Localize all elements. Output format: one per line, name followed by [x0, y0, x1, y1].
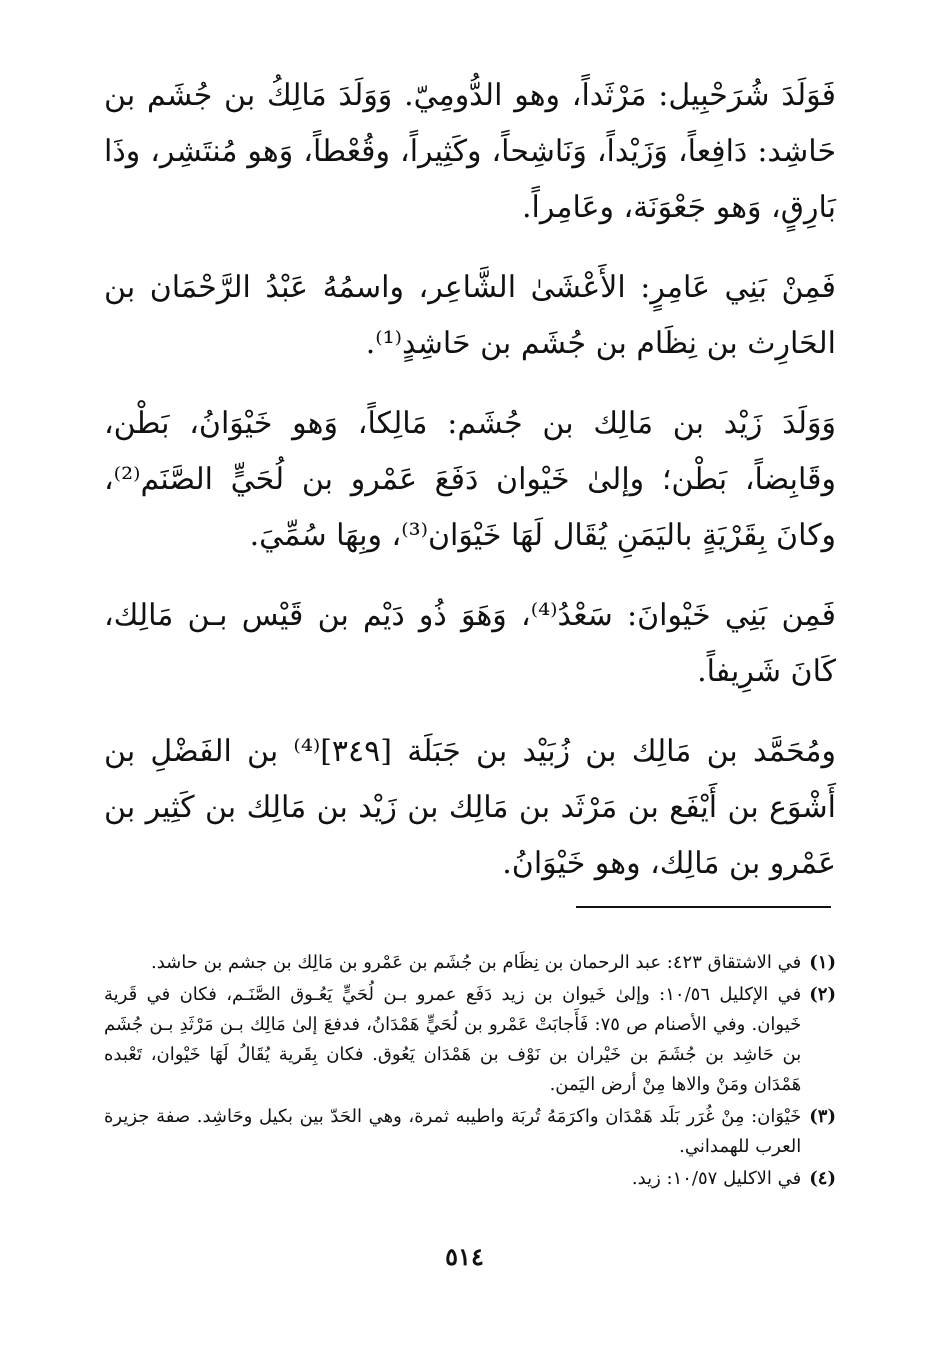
footnote-text: في الاشتقاق ٤٢٣: عبد الرحمان بن نِظَام بن جُشَم بن عَمْرو بن مَالِك بن جشم بن حاشد. — [151, 952, 802, 973]
main-text — [104, 68, 836, 892]
footnote-text: في الإكليل ١٠/٥٦: وإلىٰ خَيوان بن زيد دَفَع عمرو بـن لُحَيٍّ يَعُـوق الصَّنَـم، فكان في قَرية خَيوان. وفي الأصنام ص ٧٥: فَأَجابَتْ عَمْرو بن لُحَيٍّ هَمْدَانُ، فدفعَ إلىٰ مَالِك بـن مَرْثَدِ بـن جُشَم بن حَاشِد بن جُشَمَ بن خَيْران بن نَوْف بن هَمْدَان يَعُوق. فكان بِقَرية يُقَالُ لَهَا خَيْوان، تَعْبده هَمْدَان ومَنْ والاها مِنْ أرض اليَمن. — [104, 984, 802, 1095]
footnote-text: في الاكليل ١٠/٥٧: زيد. — [631, 1168, 802, 1189]
footnote-number: (١) — [809, 952, 836, 973]
footnote-item — [104, 948, 836, 978]
paragraph: ومُحَمَّد بن مَالِك بن زُبَيْد بن جَبَلَة [٣٤٩]⁽⁴⁾ بن الفَضْلِ بن أَشْوَع بن أَيْفَع بن مَرْثَد بن مَالِك بن زَيْد بن مَالِك بن كَثِير بن عَمْرو بن مَالِك، وهو خَيْوَانُ. — [104, 734, 836, 881]
footnote-number: (٤) — [809, 1168, 836, 1189]
paragraph: فَمِنْ بَنِي عَامِرٍ: الأَعْشَىٰ الشَّاعِر، واسمُهُ عَبْدُ الرَّحْمَان بن الحَارِث بن نِظَام بن جُشَم بن حَاشِدٍ⁽¹⁾. — [104, 270, 836, 361]
paragraph: فَوَلَدَ شُرَحْبِيل: مَرْثَداً، وهو الدُّومِيّ. وَوَلَدَ مَالِكُ بن جُشَم بن حَاشِد: دَافِعاً، وَزَيْداً، وَنَاشِحاً، وكَثِيراً، وقُعْطاً، وَهو مُنتَشِر، وذَا بَارِقٍ، وَهو جَعْوَنَة، وعَامِراً. — [104, 78, 836, 225]
footnote-item — [104, 1164, 836, 1194]
paragraph: وَوَلَدَ زَيْد بن مَالِك بن جُشَم: مَالِكاً، وَهو خَيْوَانُ، بَطْن، وقَابِضاً، بَطْن؛ وإلىٰ خَيْوان دَفَعَ عَمْرو بن لُحَيٍّ الصَّنَم⁽²⁾، وكانَ بِقَرْيَةٍ باليَمَنِ يُقَال لَهَا خَيْوَان⁽³⁾، وبِهَا سُمِّيَ. — [104, 406, 836, 553]
footnotes — [104, 948, 836, 1196]
footnote-text: خَيْوَان: مِنْ غُرَر بَلَد هَمْدَان واكرَمَهُ تُربَة واطيبه ثمرة، وهي الحَدّ بين بكيل وحَاشِد. صفة جزيرة العرب للهمداني. — [104, 1106, 802, 1157]
footnote-item — [104, 980, 836, 1100]
footnote-number: (٣) — [809, 1106, 836, 1127]
page-number: ٥١٤ — [445, 1242, 484, 1271]
footnote-item — [104, 1102, 836, 1162]
paragraph: فَمِن بَنِي خَيْوانَ: سَعْدُ⁽⁴⁾، وَهَوَ ذُو دَيْم بن قَيْس بـن مَالِك، كَانَ شَرِيفاً. — [104, 598, 836, 689]
footnote-number: (٢) — [809, 984, 836, 1005]
footnote-divider — [576, 906, 831, 908]
